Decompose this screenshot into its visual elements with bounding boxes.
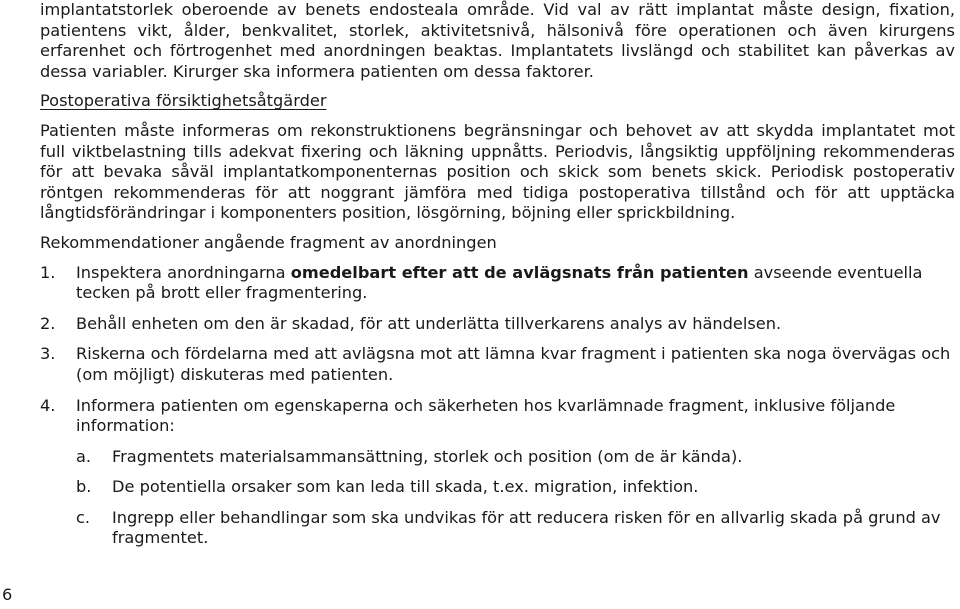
page-number: 6 <box>2 585 13 604</box>
sublist-item-a <box>76 447 955 468</box>
item-text-bold: omedelbart efter att de avlägsnats från patienten <box>290 262 749 282</box>
info-sublist <box>76 447 955 549</box>
sublist-item-b <box>76 477 955 498</box>
item-text: Informera patienten om egenskaperna och säkerheten hos kvarlämnade fragment, inklusive följande information: <box>76 395 896 436</box>
sub-item-text: De potentiella orsaker som kan leda till skada, t.ex. migration, infektion. <box>112 477 699 497</box>
page-content <box>40 0 955 549</box>
intro-paragraph: implantatstorlek oberoende av benets endosteala område. Vid val av rätt implantat måste design, fixation, patientens vikt, ålder, benkvalitet, storlek, aktivitetsnivå, hälsonivå före operationen och även kirurgens erfarenhet och förtrogenhet med anordningen beaktas. Implantatets livslängd och stabilitet kan påverkas av dessa variabler. Kirurger ska informera patienten om dessa faktorer. <box>40 0 955 81</box>
item-number: 2. <box>40 313 56 333</box>
postop-heading: Postoperativa försiktighetsåtgärder <box>40 91 327 111</box>
fragment-heading: Rekommendationer angående fragment av anordningen <box>40 232 497 252</box>
postop-paragraph: Patienten måste informeras om rekonstruktionens begränsningar och behovet av att skydda implantatet mot full viktbelastning tills adekvat fixering och läkning uppnåtts. Periodvis, långsiktig uppföljning rekommenderas för att bevaka såväl implantatkomponenternas position och skick som benets skick. Periodisk postoperativ röntgen rekommenderas för att noggrant jämföra med tidiga postoperativa tillstånd och för att upptäcka långtidsförändringar i komponenters position, lösgörning, böjning eller sprickbildning. <box>40 120 955 223</box>
recommendation-list <box>40 263 955 550</box>
item-number: 4. <box>40 395 56 415</box>
sub-item-letter: a. <box>76 446 92 466</box>
recommendation-item-2 <box>40 314 955 335</box>
recommendation-item-3 <box>40 344 955 385</box>
sublist-item-c <box>76 508 955 549</box>
sub-item-text: Ingrepp eller behandlingar som ska undvikas för att reducera risken för en allvarlig skada på grund av fragmentet. <box>112 507 941 548</box>
sub-item-letter: b. <box>76 477 92 497</box>
item-text-before: Inspektera anordningarna <box>76 262 291 282</box>
item-text-after: avseende eventuella tecken på brott eller fragmentering. <box>76 262 923 303</box>
sub-item-letter: c. <box>76 507 91 527</box>
item-text: Behåll enheten om den är skadad, för att underlätta tillverkarens analys av händelsen. <box>76 313 782 333</box>
item-number: 1. <box>40 262 56 282</box>
sub-item-text: Fragmentets materialsammansättning, storlek och position (om de är kända). <box>112 446 743 466</box>
item-number: 3. <box>40 344 56 364</box>
recommendation-item-4 <box>40 396 955 550</box>
recommendation-item-1 <box>40 263 955 304</box>
item-text: Riskerna och fördelarna med att avlägsna mot att lämna kvar fragment i patienten ska noga övervägas och (om möjligt) diskuteras med patienten. <box>76 344 951 384</box>
